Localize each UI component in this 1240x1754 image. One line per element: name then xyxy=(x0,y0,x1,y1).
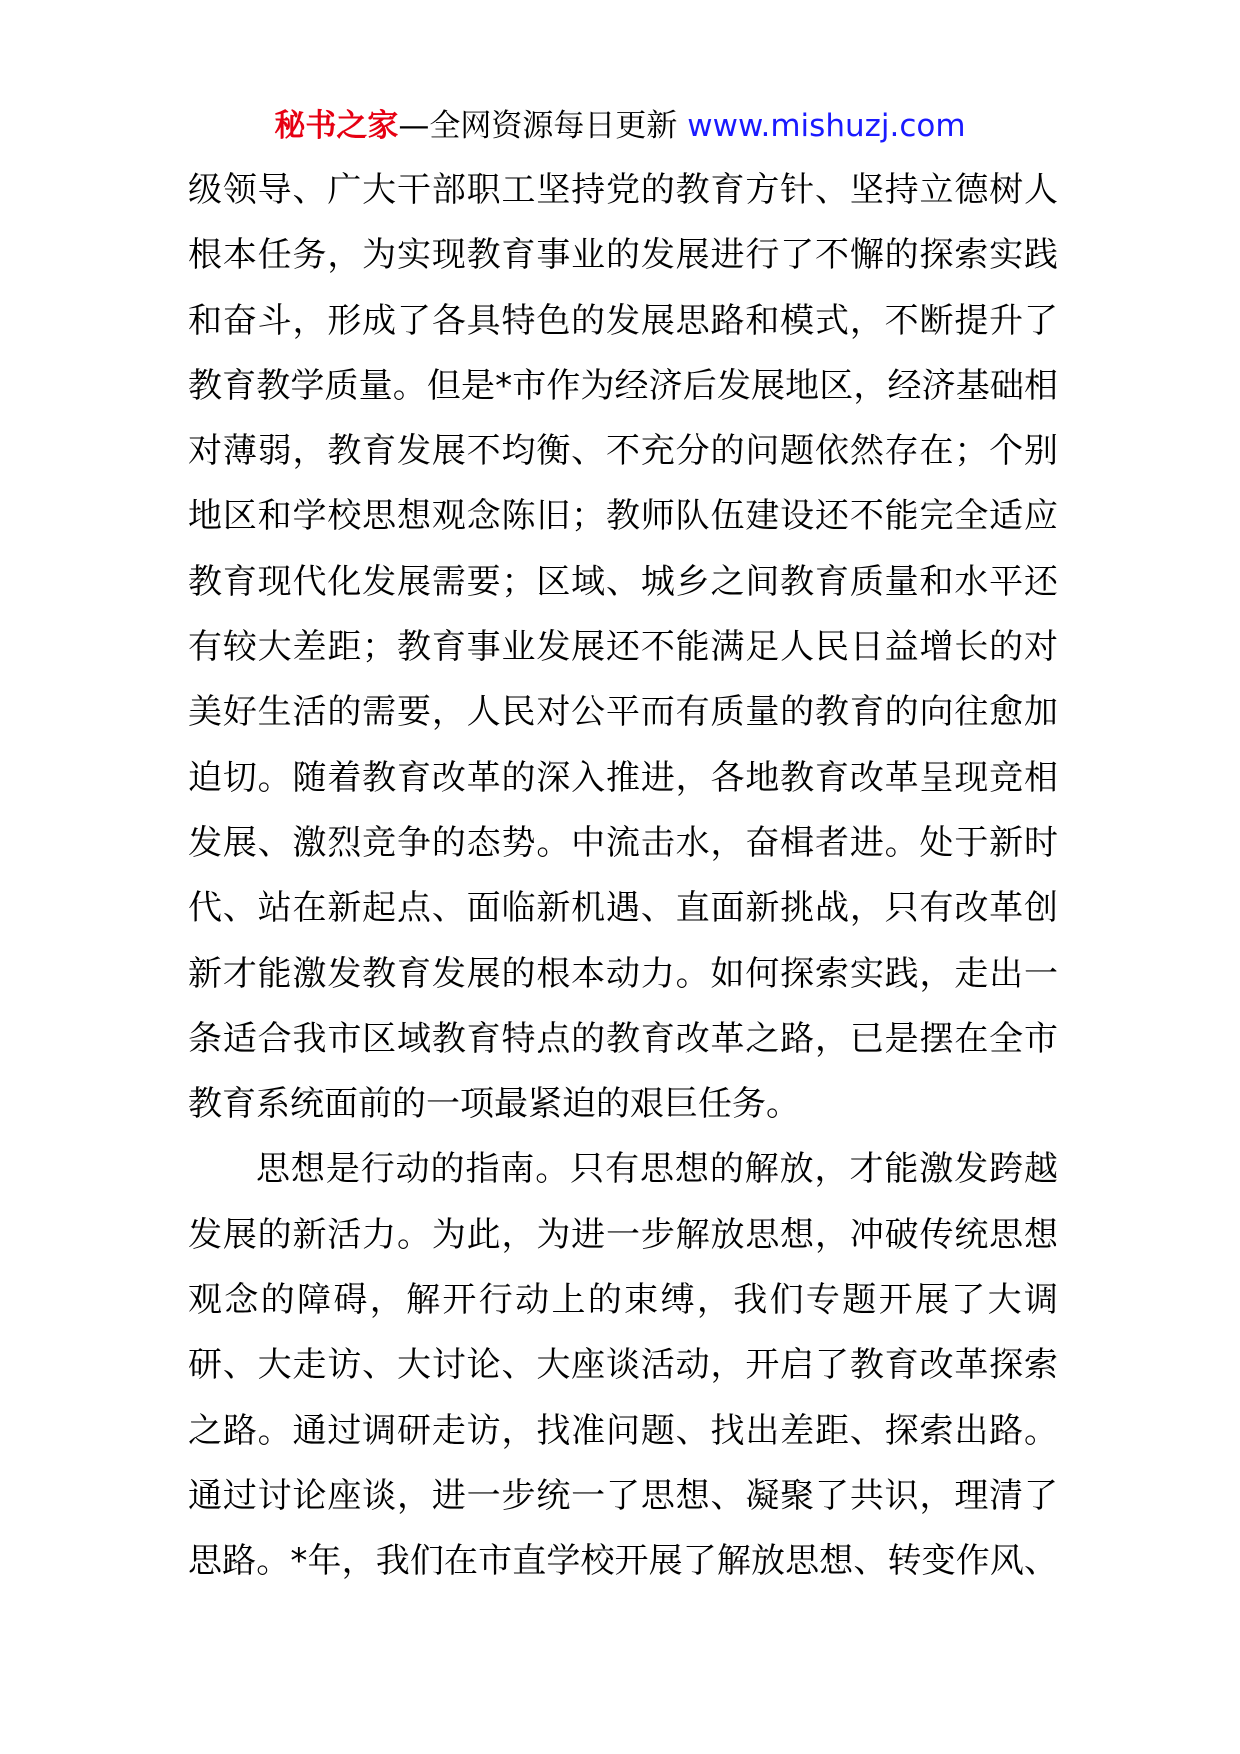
header-slogan: —全网资源每日更新 xyxy=(398,108,678,144)
paragraph-start-line: 思想是行动的指南。只有思想的解放，才能激发跨越 xyxy=(256,1149,1058,1190)
text-line: 和奋斗，形成了各具特色的发展思路和模式，不断提升了 xyxy=(188,300,1058,341)
body-text xyxy=(188,158,1058,1595)
text-line: 对薄弱，教育发展不均衡、不充分的问题依然存在；个别 xyxy=(188,431,1058,472)
text-line: 发展的新活力。为此，为进一步解放思想，冲破传统思想 xyxy=(188,1214,1058,1255)
text-line: 思路。*年，我们在市直学校开展了解放思想、转变作风、 xyxy=(188,1541,1058,1582)
text-line: 发展、激烈竞争的态势。中流击水，奋楫者进。处于新时 xyxy=(188,822,1058,863)
text-line: 根本任务，为实现教育事业的发展进行了不懈的探索实践 xyxy=(188,235,1058,276)
text-line: 教育教学质量。但是*市作为经济后发展地区，经济基础相 xyxy=(188,365,1058,406)
text-line: 级领导、广大干部职工坚持党的教育方针、坚持立德树人 xyxy=(188,170,1058,210)
text-line: 新才能激发教育发展的根本动力。如何探索实践，走出一 xyxy=(188,953,1058,994)
text-line: 教育现代化发展需要；区域、城乡之间教育质量和水平还 xyxy=(188,561,1058,602)
text-line: 条适合我市区域教育特点的教育改革之路，已是摆在全市 xyxy=(188,1018,1058,1059)
paragraph-end-line: 教育系统面前的一项最紧迫的艰巨任务。 xyxy=(188,1084,800,1125)
text-line: 美好生活的需要，人民对公平而有质量的教育的向往愈加 xyxy=(188,692,1058,733)
text-line: 通过讨论座谈，进一步统一了思想、凝聚了共识，理清了 xyxy=(188,1475,1058,1516)
text-line: 之路。通过调研走访，找准问题、找出差距、探索出路。 xyxy=(188,1410,1058,1451)
text-line: 观念的障碍，解开行动上的束缚，我们专题开展了大调 xyxy=(188,1280,1058,1321)
text-line: 代、站在新起点、面临新机遇、直面新挑战，只有改革创 xyxy=(188,888,1058,929)
text-line: 研、大走访、大讨论、大座谈活动，开启了教育改革探索 xyxy=(188,1345,1058,1386)
text-line: 地区和学校思想观念陈旧；教师队伍建设还不能完全适应 xyxy=(188,496,1058,537)
text-line: 迫切。随着教育改革的深入推进，各地教育改革呈现竞相 xyxy=(188,757,1058,798)
brand-name: 秘书之家 xyxy=(274,108,399,144)
text-line: 有较大差距；教育事业发展还不能满足人民日益增长的对 xyxy=(188,627,1058,668)
website-link[interactable]: www.mishuzj.com xyxy=(687,108,966,144)
page-header xyxy=(0,104,1240,148)
